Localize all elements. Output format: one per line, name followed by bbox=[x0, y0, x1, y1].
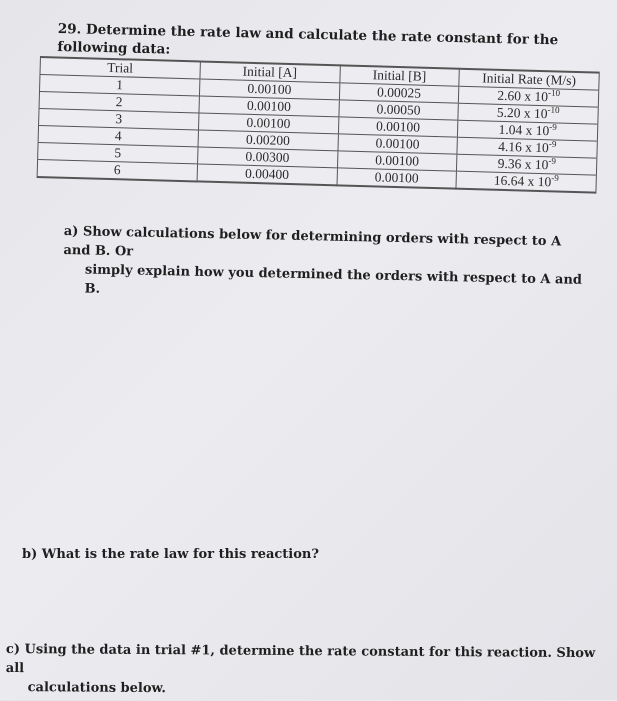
rate-exponent: -9 bbox=[551, 172, 559, 184]
initial-a-cell: 0.00200 bbox=[198, 130, 338, 151]
part-a-prompt bbox=[62, 222, 583, 309]
part-c-line-2: calculations below. bbox=[27, 680, 167, 697]
rate-exponent: -9 bbox=[548, 138, 557, 149]
trial-cell: 2 bbox=[39, 92, 199, 113]
rate-exponent: -9 bbox=[548, 155, 557, 166]
part-c-prompt bbox=[6, 640, 606, 701]
initial-a-cell: 0.00300 bbox=[197, 147, 337, 168]
initial-b-cell: 0.00050 bbox=[339, 100, 459, 120]
initial-b-cell: 0.00025 bbox=[339, 83, 459, 103]
rate-mantissa: 9.36 x 10 bbox=[497, 155, 549, 173]
kinetics-data-table bbox=[37, 56, 600, 194]
rate-mantissa: 5.20 x 10 bbox=[496, 104, 548, 122]
header-initial-a: Initial [A] bbox=[200, 61, 340, 82]
rate-mantissa: 4.16 x 10 bbox=[497, 138, 550, 156]
part-b-prompt: b) What is the rate law for this reaction? bbox=[22, 547, 319, 562]
initial-rate-cell bbox=[456, 171, 596, 192]
rate-mantissa: 2.60 x 10 bbox=[497, 87, 549, 105]
initial-a-cell: 0.00100 bbox=[199, 96, 339, 117]
part-a-line-1: a) Show calculations below for determining orders with respect to A and B. Or bbox=[63, 223, 562, 260]
trial-cell: 6 bbox=[37, 159, 197, 181]
initial-a-cell: 0.00400 bbox=[197, 164, 337, 185]
question-title: 29. Determine the rate law and calculate the rate constant for the following data: bbox=[57, 20, 559, 58]
trial-cell: 3 bbox=[39, 108, 199, 129]
trial-cell: 4 bbox=[38, 125, 198, 146]
rate-mantissa: 1.04 x 10 bbox=[498, 121, 550, 139]
trial-cell: 5 bbox=[38, 142, 198, 163]
initial-a-cell: 0.00100 bbox=[199, 79, 339, 100]
initial-a-cell: 0.00100 bbox=[198, 113, 338, 134]
header-initial-b: Initial [B] bbox=[339, 65, 459, 86]
initial-b-cell: 0.00100 bbox=[338, 134, 458, 154]
part-a-line-2: simply explain how you determined the orders with respect to A and B. bbox=[84, 262, 583, 297]
rate-mantissa: 16.64 x 10 bbox=[493, 172, 552, 190]
rate-exponent: -10 bbox=[547, 87, 561, 99]
rate-exponent: -10 bbox=[547, 104, 560, 116]
trial-cell: 1 bbox=[40, 75, 200, 96]
header-trial: Trial bbox=[40, 57, 200, 79]
initial-b-cell: 0.00100 bbox=[337, 151, 457, 171]
rate-exponent: -9 bbox=[549, 121, 558, 132]
part-c-line-1: c) Using the data in trial #1, determine the rate constant for this reaction. Show all bbox=[5, 641, 596, 677]
initial-b-cell: 0.00100 bbox=[338, 117, 458, 137]
header-initial-rate: Initial Rate (M/s) bbox=[459, 69, 599, 90]
initial-b-cell: 0.00100 bbox=[337, 168, 457, 189]
